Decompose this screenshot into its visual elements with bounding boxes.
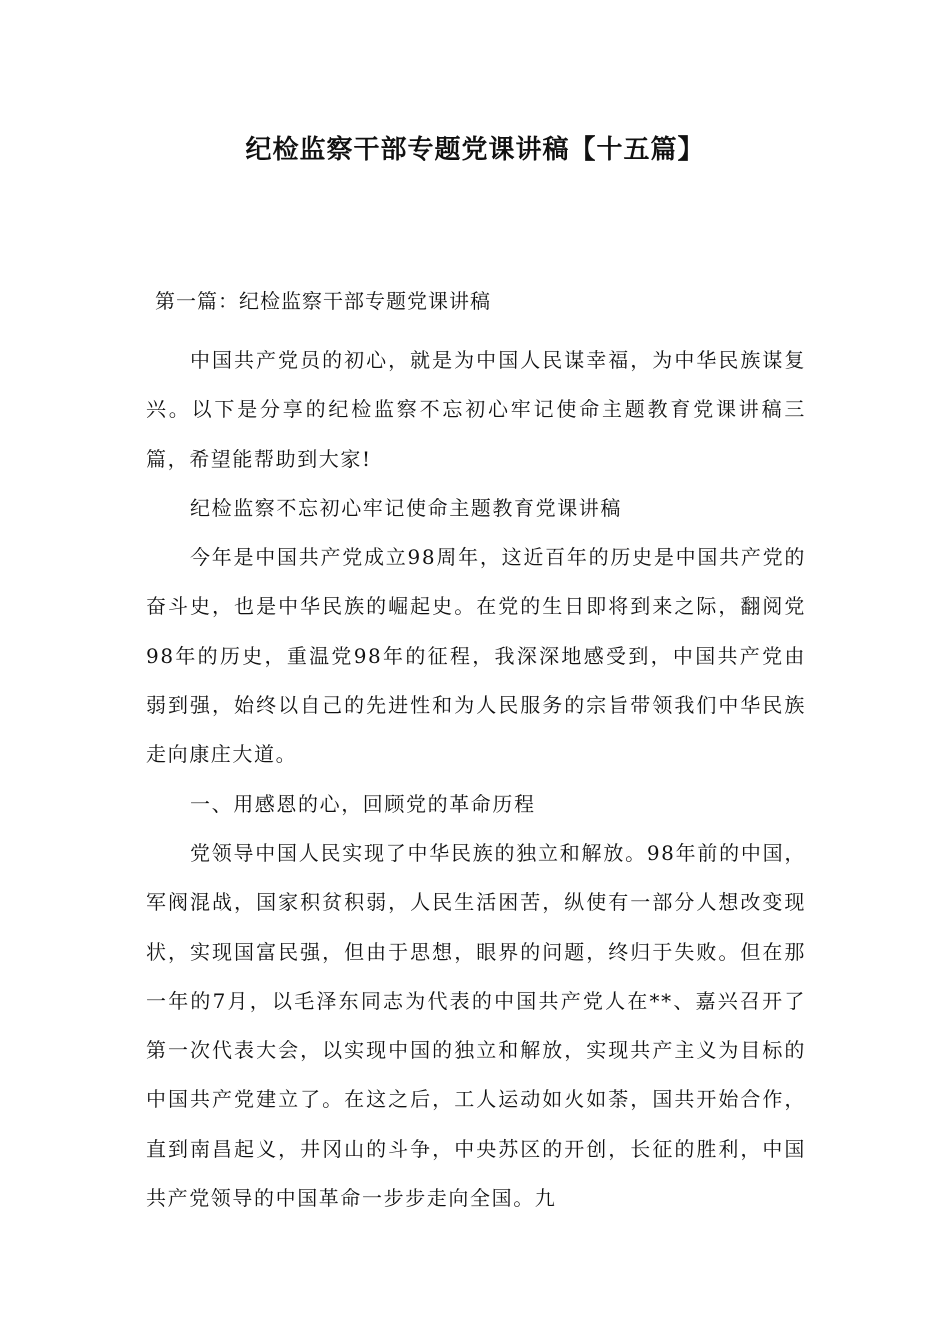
document-body	[146, 336, 806, 1223]
section-heading: 第一篇：纪检监察干部专题党课讲稿	[155, 289, 491, 313]
paragraph-section-one: 一、用感恩的心，回顾党的革命历程	[190, 791, 536, 816]
paragraph-history: 今年是中国共产党成立98周年，这近百年的历史是中国共产党的奋斗史，也是中华民族的崛起史。在党的生日即将到来之际，翻阅党98年的历史，重温党98年的征程，我深深地感受到，中国共产党由弱到强，始终以自己的先进性和为人民服务的宗旨带领我们中华民族走向康庄大道。	[146, 545, 806, 767]
paragraph-subtitle: 纪检监察不忘初心牢记使命主题教育党课讲稿	[190, 495, 622, 520]
paragraph-revolution: 党领导中国人民实现了中华民族的独立和解放。98年前的中国，军阀混战，国家积贫积弱，人民生活困苦，纵使有一部分人想改变现状，实现国富民强，但由于思想，眼界的问题，终归于失败。但在那一年的7月，以毛泽东同志为代表的中国共产党人在**、嘉兴召开了第一次代表大会，以实现中国的独立和解放，实现共产主义为目标的中国共产党建立了。在这之后，工人运动如火如荼，国共开始合作，直到南昌起义，井冈山的斗争，中央苏区的开创，长征的胜利，中国共产党领导的中国革命一步步走向全国。九	[146, 840, 806, 1211]
document-title: 纪检监察干部专题党课讲稿【十五篇】	[245, 135, 705, 165]
paragraph-intro: 中国共产党员的初心，就是为中国人民谋幸福，为中华民族谋复兴。以下是分享的纪检监察不忘初心牢记使命主题教育党课讲稿三篇，希望能帮助到大家!	[146, 348, 806, 471]
